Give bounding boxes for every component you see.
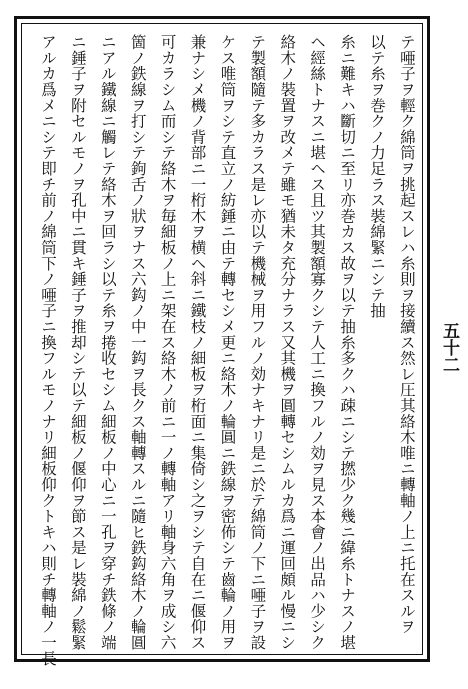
text-column-6: テ製額隨テ多カラス是レ亦以テ機械ヲ用フルノ効ナキナリ是ニ於テ綿筒ノ下ニ唖子ヲ設 (248, 34, 267, 651)
page-number: 五十二 (439, 322, 459, 373)
text-column-8: 兼ナシメ機ノ背部ニ一桁木ヲ横ヘ斜ニ鐵枝ノ細板ヲ桁面ニ集倚シ之ヲシテ自在ニ偃仰ス (188, 34, 207, 651)
text-columns (30, 34, 416, 666)
text-column-5: 絡木ノ裝置ヲ改メテ雖モ猶未タ充分ナラス又其機ヲ圓轉セシムルカ爲ニ運回頗ル慢ニシ (278, 34, 297, 651)
text-column-10: 箇ノ鉄線ヲ打シテ鉤舌ノ狀ヲナス六鈎ノ中一鈎ヲ長クス軸轉スルニ隨ヒ鉄鈎絡木ノ輪圓 (128, 34, 147, 651)
text-column-11: ニアル鐵線ニ觸レテ絡木ヲ回ラシ以テ糸ヲ捲收セシム細板ノ中心ニ一孔ヲ穿チ鉄條ノ端 (98, 34, 117, 651)
text-column-7: ケス唯筒ヲシテ直立ノ紡錘ニ由テ轉セシメ更ニ絡木ノ輪圓ニ鉄線ヲ密佈シテ齒輪ノ用ヲ (218, 34, 237, 651)
text-column-1: テ唖子ヲ輕ク綿筒ヲ挑起スレハ糸則ヲ接續ス然レ圧其絡木唯ニ轉軸ノ上ニ托在スルヲ (397, 34, 416, 635)
text-column-12: ニ錘子ヲ附セルモノヲ孔中ニ貫キ錘子ヲ推却シテ以テ細板ノ偃仰ヲ節ス是レ裝綿ノ鬆緊 (68, 34, 87, 651)
text-column-9: 可カラシム而シテ絡木ヲ毎細板ノ上ニ架在ス絡木ノ前ニ一ノ轉軸アリ軸身六角ヲ成シ六 (158, 34, 177, 651)
text-column-3: 糸ニ難キハ斷切ニ至リ亦巻カス故ヲ以テ抽糸多クハ疎ニシテ撚少ク幾ニ緯糸トナスノ堪 (338, 34, 357, 651)
text-frame-inner (21, 23, 423, 666)
text-column-13: アルカ爲メニシテ即チ前ノ綿筒下ノ唖子ニ換フルモノナリ細板仰クトキハ則チ轉軸ノ一長 (39, 34, 57, 666)
text-frame (14, 16, 430, 666)
text-column-2: 以テ糸ヲ巻クノ力足ラス裝綿緊ニシテ抽 (367, 34, 386, 319)
text-column-4: ヘ經絲トナスニ堪ヘス且ツ其製額寡クシテ人工ニ換フルノ効ヲ見ス本會ノ出品ハ少シク (308, 34, 327, 651)
